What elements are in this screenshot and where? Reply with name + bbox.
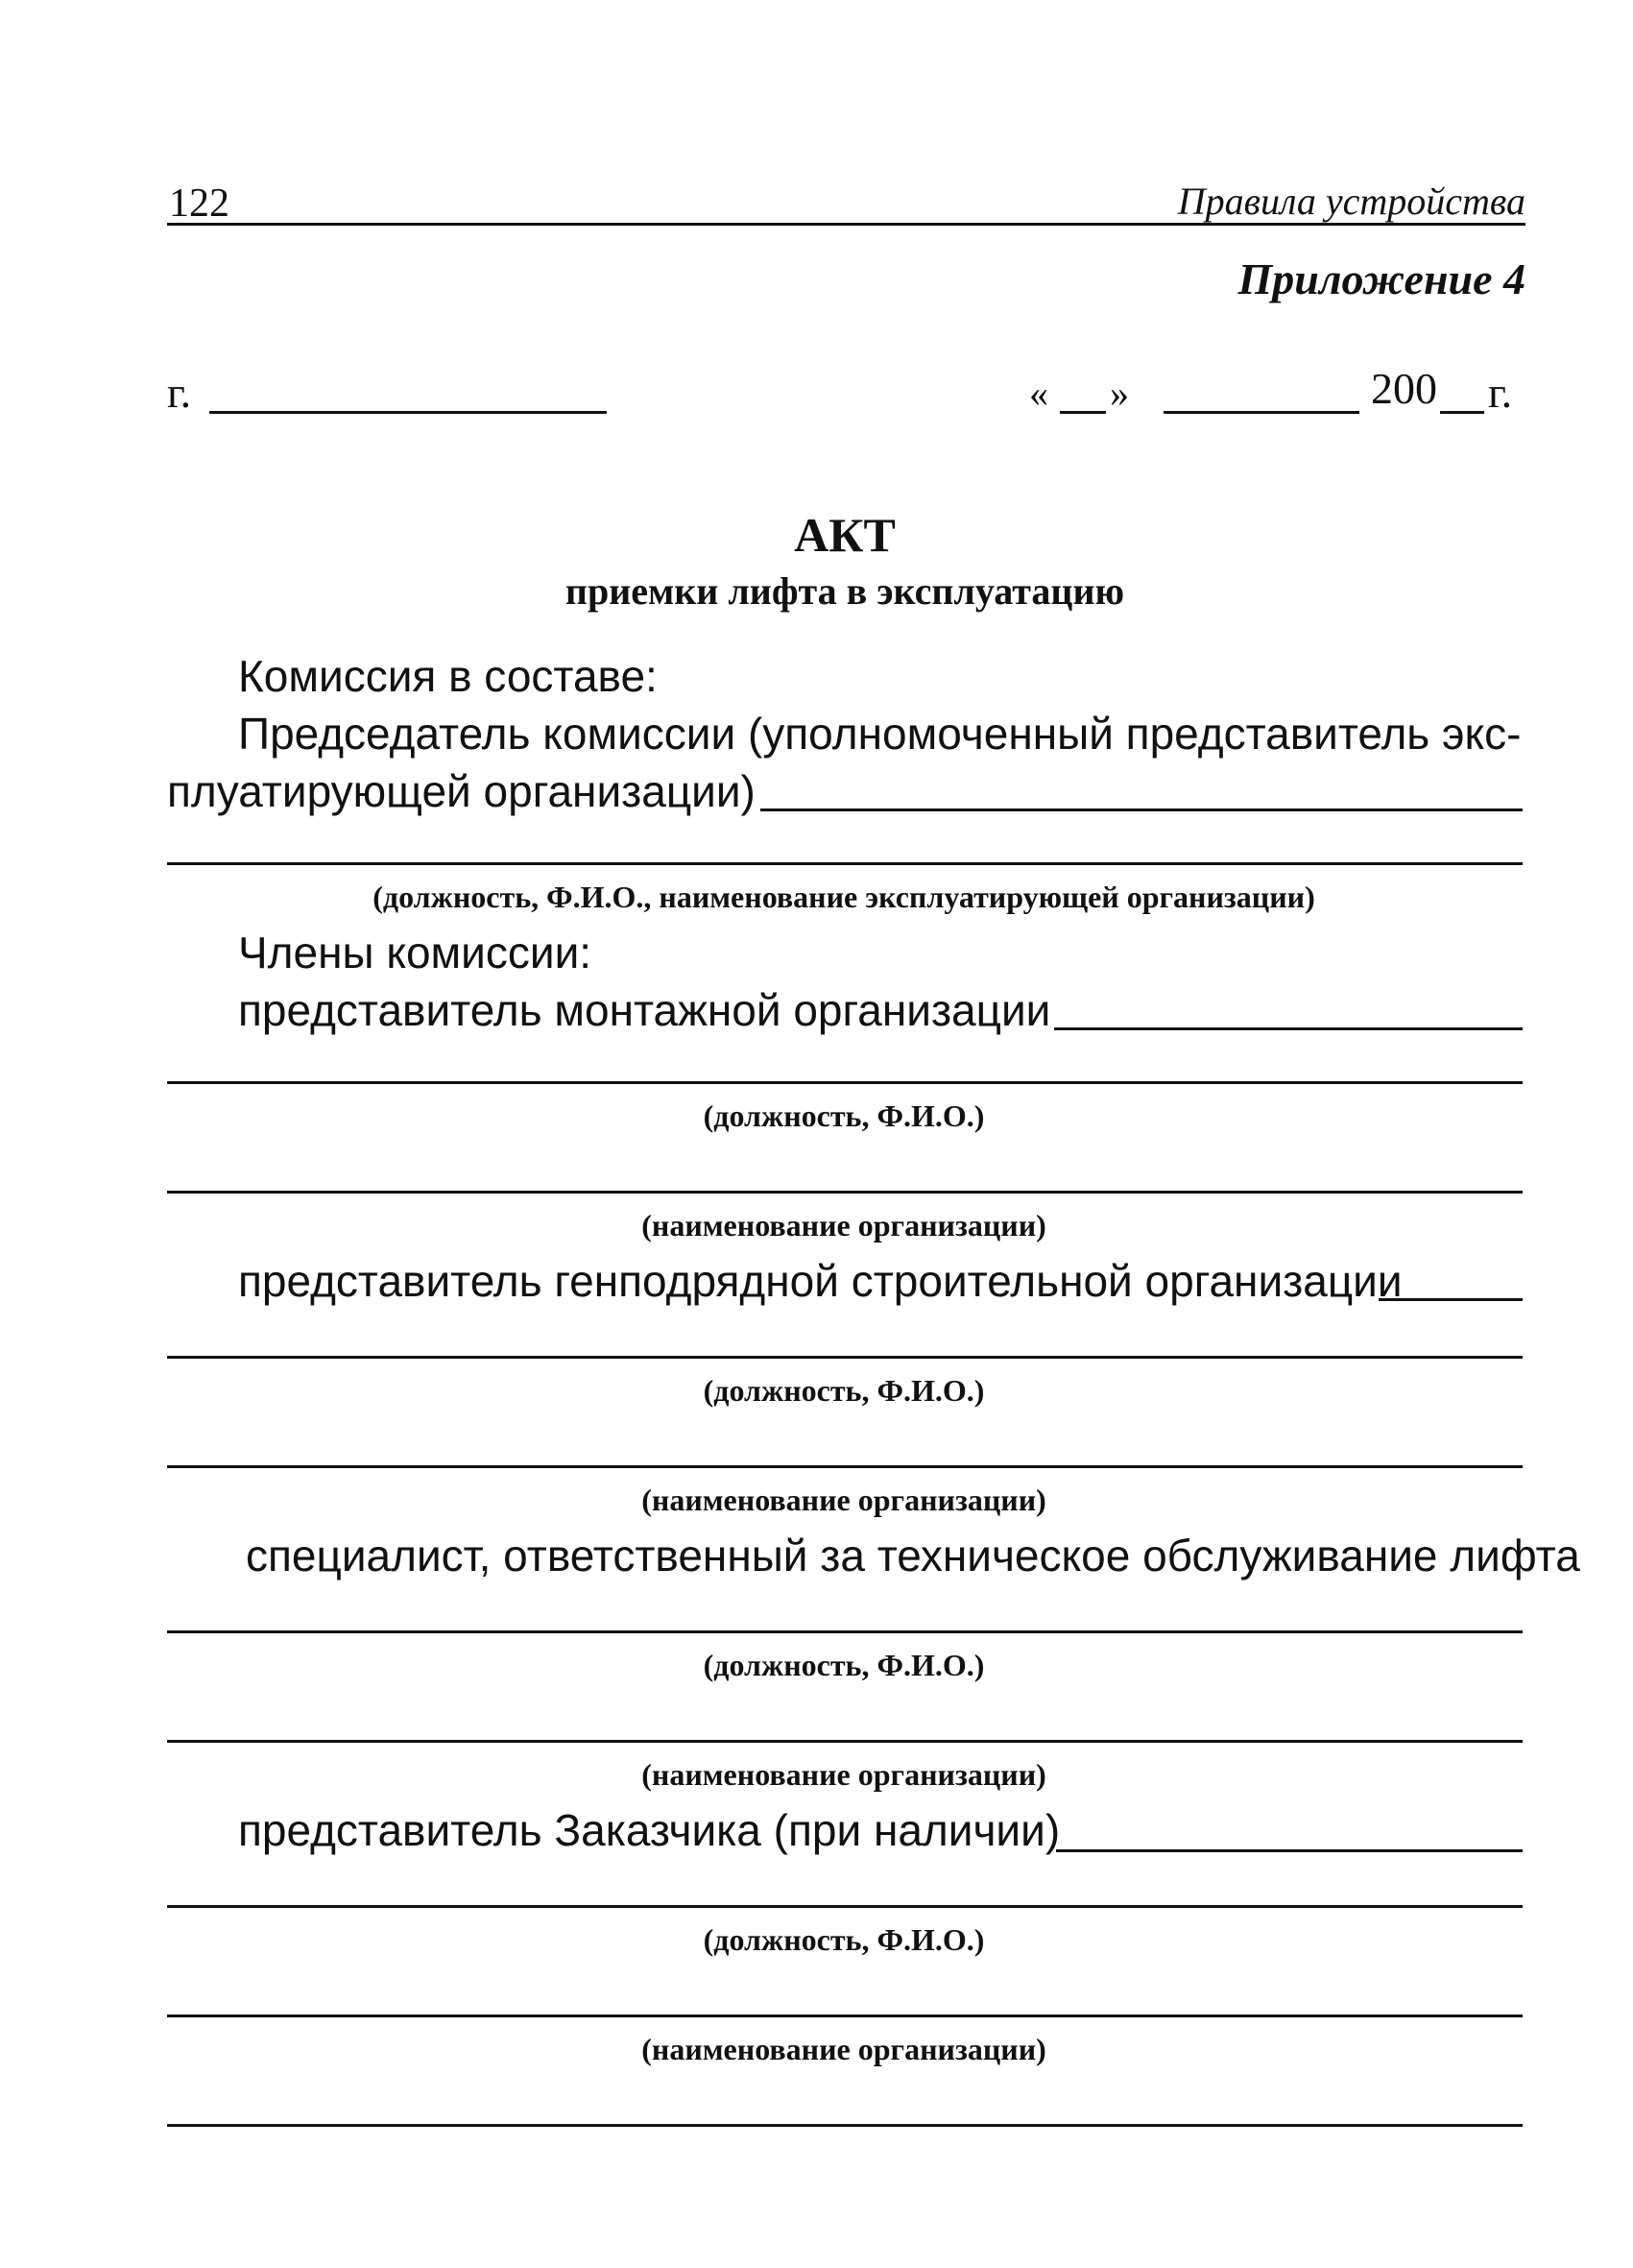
general-contractor-organization-line — [167, 1465, 1523, 1468]
member-installer: представитель монтажной организации — [238, 985, 1051, 1035]
maintenance-organization-caption: (наименование организации) — [641, 1757, 1046, 1792]
member-customer: представитель Заказчика (при наличии) — [238, 1805, 1061, 1855]
general-contractor-position-caption: (должность, Ф.И.О.) — [703, 1373, 985, 1408]
year-suffix: г. — [1488, 368, 1513, 417]
day-blank-line — [1060, 411, 1106, 414]
customer-final-line — [167, 2124, 1523, 2127]
member-maintenance: специалист, ответственный за техническое обслуживание лифта — [246, 1531, 1580, 1580]
commission-intro: Комиссия в составе: — [238, 651, 658, 701]
running-title: Правила устройства — [1177, 180, 1525, 223]
city-prefix: г. — [167, 368, 192, 417]
installer-position-line — [167, 1081, 1523, 1084]
document-subtitle: приемки лифта в эксплуатацию — [564, 569, 1125, 613]
customer-inline-blank — [1056, 1849, 1523, 1852]
installer-organization-line — [167, 1191, 1523, 1194]
installer-inline-blank — [1054, 1027, 1523, 1030]
page-number: 122 — [169, 181, 229, 226]
installer-organization-caption: (наименование организации) — [641, 1208, 1046, 1243]
customer-position-caption: (должность, Ф.И.О.) — [703, 1922, 985, 1957]
document-title: АКТ — [794, 508, 896, 562]
month-blank-line — [1164, 411, 1359, 414]
customer-position-line — [167, 1905, 1523, 1908]
maintenance-organization-line — [167, 1740, 1523, 1743]
members-heading: Члены комиссии: — [238, 928, 592, 977]
customer-organization-line — [167, 2015, 1523, 2017]
date-quote-open: « — [1029, 372, 1048, 415]
general-contractor-position-line — [167, 1356, 1523, 1359]
general-contractor-organization-caption: (наименование организации) — [641, 1483, 1046, 1517]
chair-caption: (должность, Ф.И.О., наименование эксплуатирующей организации) — [372, 880, 1315, 914]
year-blank-line — [1440, 411, 1484, 414]
header-rule — [167, 223, 1525, 226]
installer-position-caption: (должность, Ф.И.О.) — [703, 1098, 985, 1133]
chair-line-1: Председатель комиссии (уполномоченный представитель экс- — [238, 709, 1522, 759]
appendix-label: Приложение 4 — [1237, 254, 1525, 303]
chair-inline-blank — [760, 808, 1523, 811]
year-prefix: 200 — [1371, 364, 1437, 413]
chair-line-2: плуатирующей организации) — [167, 766, 756, 816]
date-quote-close: » — [1110, 372, 1129, 415]
city-blank-line — [209, 411, 607, 414]
member-general-contractor: представитель генподрядной строительной организации — [238, 1256, 1403, 1306]
chair-full-line — [167, 862, 1523, 865]
customer-organization-caption: (наименование организации) — [641, 2032, 1046, 2066]
maintenance-position-line — [167, 1630, 1523, 1633]
general-contractor-inline-blank — [1379, 1298, 1523, 1301]
maintenance-position-caption: (должность, Ф.И.О.) — [703, 1648, 985, 1682]
